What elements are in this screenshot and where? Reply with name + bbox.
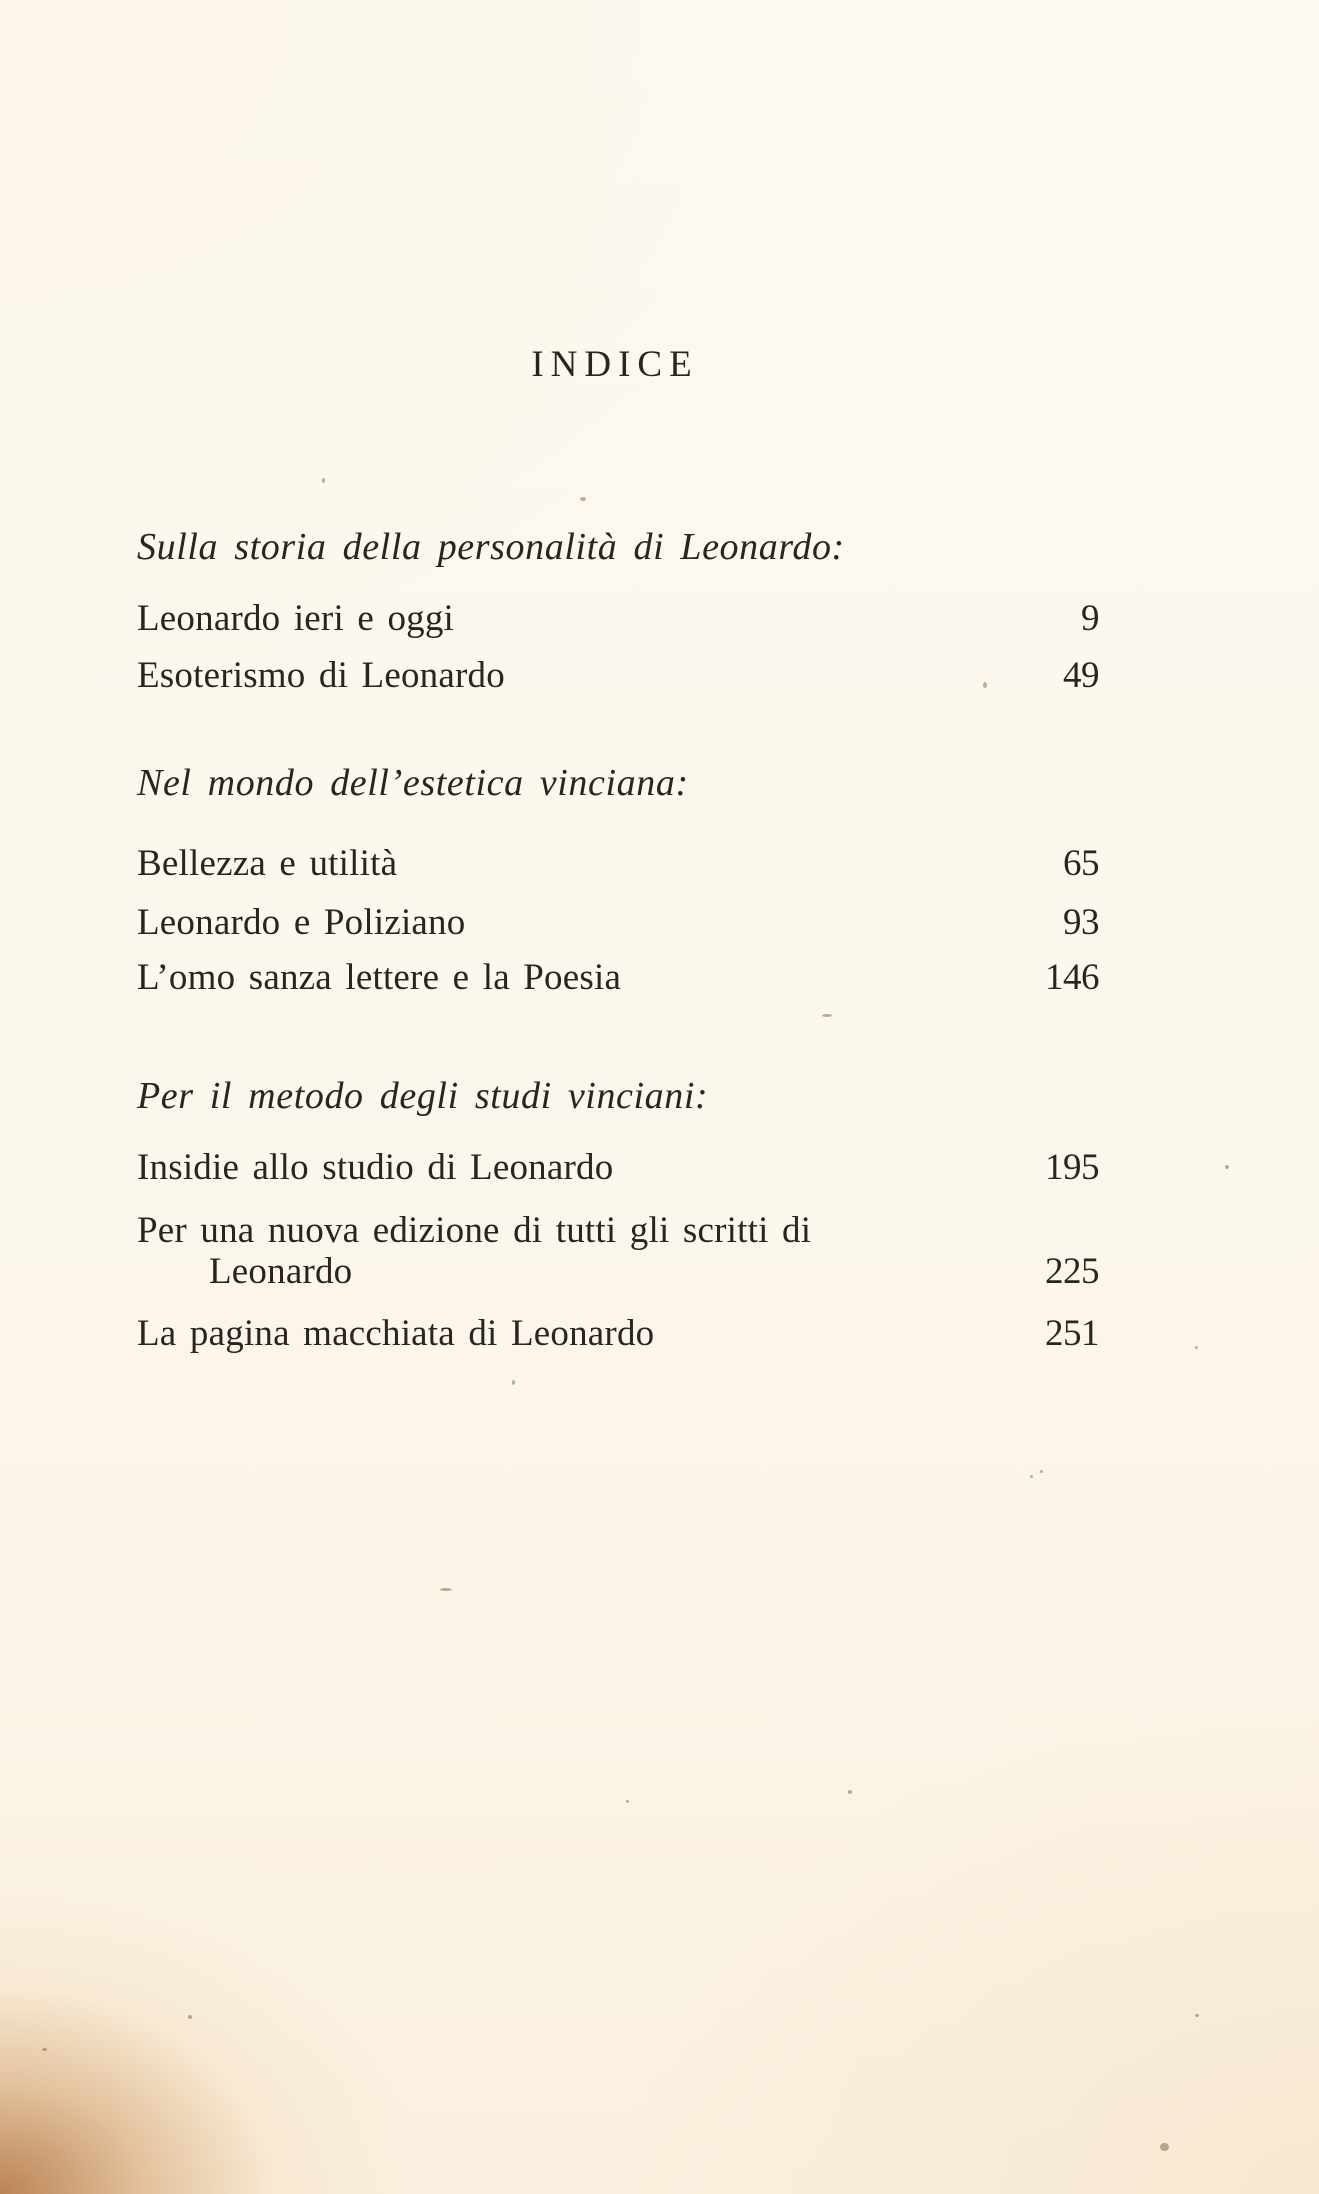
entry-title: Insidie allo studio di Leonardo (137, 1147, 614, 1188)
entry-title: La pagina macchiata di Leonardo (137, 1313, 655, 1354)
paper-speck (1030, 1475, 1033, 1478)
paper-speck (848, 1790, 852, 1794)
paper-speck (188, 2015, 192, 2019)
paper-speck (1160, 2143, 1169, 2151)
section-heading: Nel mondo dell’estetica vinciana: (137, 762, 689, 804)
paper-speck (440, 1588, 452, 1591)
entry-page-number: 251 (1045, 1313, 1099, 1354)
paper-speck (1195, 2014, 1199, 2017)
entry-page-number: 65 (1063, 843, 1099, 884)
section-heading: Sulla storia della personalità di Leonardo: (137, 526, 845, 568)
paper-speck (626, 1800, 629, 1803)
paper-speck (580, 497, 586, 501)
paper-speck (322, 478, 325, 483)
page-title: INDICE (531, 344, 699, 385)
paper-speck (512, 1380, 515, 1385)
paper-speck (822, 1014, 832, 1017)
entry-page-number: 93 (1063, 902, 1099, 943)
paper-speck (1195, 1346, 1198, 1349)
entry-title: L’omo sanza lettere e la Poesia (137, 957, 622, 998)
entry-page-number: 195 (1045, 1147, 1099, 1188)
entry-title: Bellezza e utilità (137, 843, 398, 884)
section-heading: Per il metodo degli studi vinciani: (137, 1075, 709, 1117)
entry-title: Per una nuova edizione di tutti gli scritti di (137, 1210, 812, 1251)
entry-page-number: 146 (1045, 957, 1099, 998)
paper-speck (983, 682, 987, 688)
entry-page-number: 225 (1045, 1251, 1099, 1292)
entry-title: Leonardo e Poliziano (137, 902, 466, 943)
paper-speck (1040, 1470, 1043, 1473)
paper-speck (1225, 1165, 1229, 1169)
entry-page-number: 49 (1063, 655, 1099, 696)
paper-speck (42, 2048, 47, 2051)
entry-title: Esoterismo di Leonardo (137, 655, 505, 696)
entry-page-number: 9 (1081, 598, 1099, 639)
entry-title: Leonardo ieri e oggi (137, 598, 455, 639)
entry-title-continued: Leonardo (209, 1251, 353, 1292)
